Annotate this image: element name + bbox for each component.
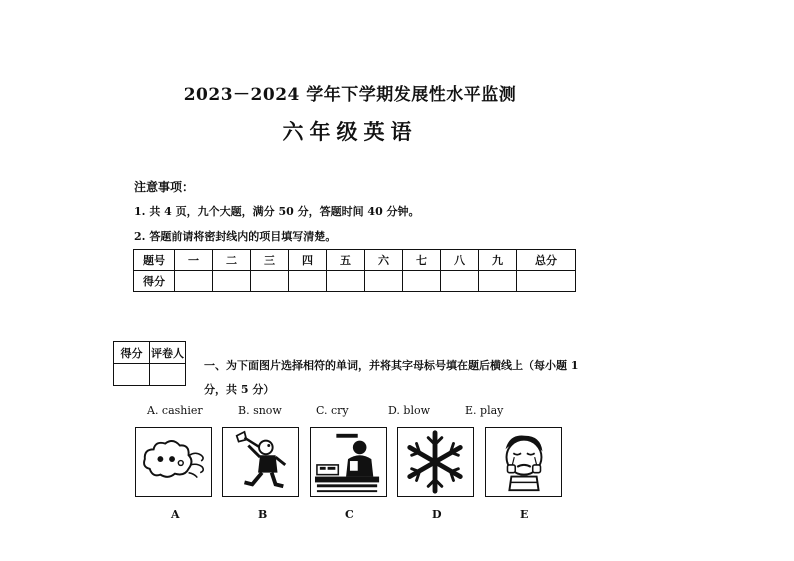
grader-name-label: 评卷人 bbox=[150, 342, 186, 364]
score-cell bbox=[175, 271, 213, 292]
score-cell bbox=[327, 271, 365, 292]
exam-subtitle: 六年级英语 bbox=[282, 119, 418, 144]
grader-score-cell bbox=[114, 364, 150, 386]
score-cell bbox=[213, 271, 251, 292]
score-cell bbox=[251, 271, 289, 292]
score-table-score-row bbox=[134, 271, 576, 292]
grader-score-label: 得分 bbox=[114, 342, 150, 364]
section-4-header: 四 bbox=[289, 250, 327, 271]
cashier-icon bbox=[311, 428, 386, 496]
section-9-header: 九 bbox=[479, 250, 517, 271]
option-b: B. snow bbox=[238, 404, 282, 417]
total-header: 总分 bbox=[517, 250, 576, 271]
blowing-cloud-icon bbox=[136, 428, 211, 496]
section-7-header: 七 bbox=[403, 250, 441, 271]
section-1-header: 一 bbox=[175, 250, 213, 271]
question-1-instruction: 一、为下面图片选择相符的单词，并将其字母标号填在题后横线上（每小题 1 分，共 5 分） bbox=[204, 359, 579, 396]
notes-heading: 注意事项： bbox=[134, 180, 195, 194]
score-cell bbox=[365, 271, 403, 292]
section-6-header: 六 bbox=[365, 250, 403, 271]
section-5-header: 五 bbox=[327, 250, 365, 271]
section-3-header: 三 bbox=[251, 250, 289, 271]
note-item-1: 1. 共 4 页，九个大题，满分 50 分，答题时间 40 分钟。 bbox=[134, 205, 420, 218]
picture-letter-c: C bbox=[345, 508, 354, 521]
crying-boy-icon bbox=[486, 428, 561, 496]
picture-e bbox=[485, 427, 562, 497]
note-item-2: 2. 答题前请将密封线内的项目填写清楚。 bbox=[134, 230, 337, 243]
option-a: A. cashier bbox=[147, 404, 203, 417]
exam-title: 2023－2024 学年下学期发展性水平监测 bbox=[183, 85, 517, 105]
section-8-header: 八 bbox=[441, 250, 479, 271]
picture-letter-a: A bbox=[171, 508, 180, 521]
picture-letter-d: D bbox=[432, 508, 442, 521]
grader-box bbox=[113, 341, 186, 386]
score-table-header-row bbox=[134, 250, 576, 271]
option-d: D. blow bbox=[388, 404, 431, 417]
section-2-header: 二 bbox=[213, 250, 251, 271]
score-cell bbox=[289, 271, 327, 292]
grader-name-cell bbox=[150, 364, 186, 386]
score-cell bbox=[479, 271, 517, 292]
score-table-row1-label: 题号 bbox=[134, 250, 175, 271]
snowflake-icon bbox=[398, 428, 473, 496]
option-e: E. play bbox=[465, 404, 504, 417]
picture-d bbox=[397, 427, 474, 497]
total-score-cell bbox=[517, 271, 576, 292]
score-cell bbox=[403, 271, 441, 292]
picture-a bbox=[135, 427, 212, 497]
option-c: C. cry bbox=[316, 404, 349, 417]
picture-c bbox=[310, 427, 387, 497]
picture-letter-e: E bbox=[520, 508, 529, 521]
picture-b bbox=[222, 427, 299, 497]
trumpet-player-icon bbox=[223, 428, 298, 496]
score-table-row2-label: 得分 bbox=[134, 271, 175, 292]
score-cell bbox=[441, 271, 479, 292]
picture-letter-b: B bbox=[258, 508, 268, 521]
score-table bbox=[133, 249, 576, 292]
